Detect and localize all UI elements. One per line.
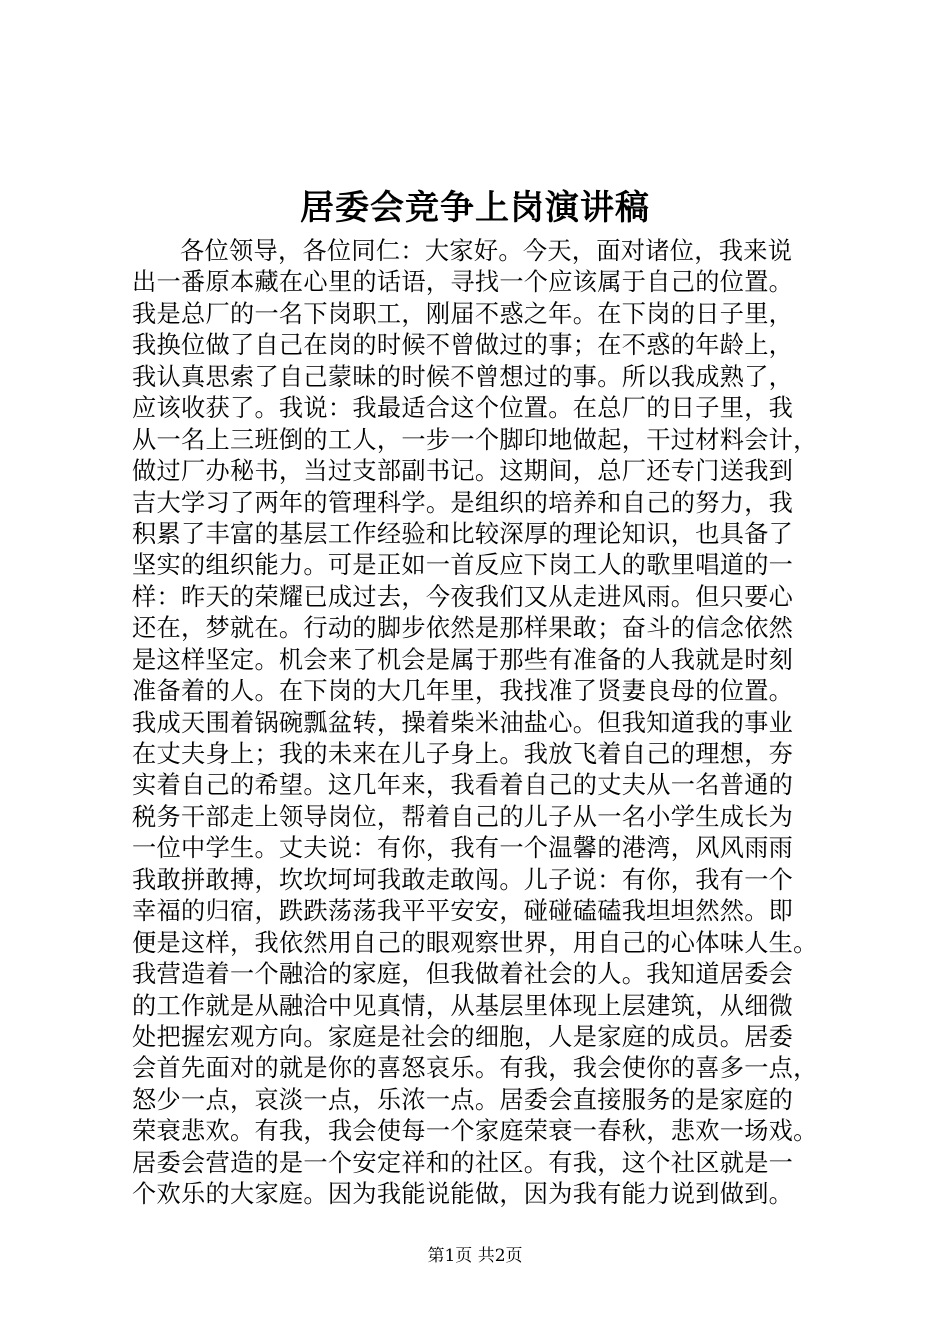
body-line: 应该收获了。我说：我最适合这个位置。在总厂的日子里，我 xyxy=(132,394,794,423)
body-line: 我营造着一个融洽的家庭，但我做着社会的人。我知道居委会 xyxy=(132,960,794,989)
body-line: 幸福的归宿，跌跌荡荡我平平安安，碰碰磕磕我坦坦然然。即 xyxy=(132,897,794,926)
page-footer: 第1页 共2页 xyxy=(427,1246,523,1266)
body-line: 实着自己的希望。这几年来，我看着自己的丈夫从一名普通的 xyxy=(132,771,794,800)
body-line: 便是这样，我依然用自己的眼观察世界，用自己的心体味人生。 xyxy=(132,928,818,957)
body-line: 我认真思索了自己蒙昧的时候不曾想过的事。所以我成熟了， xyxy=(132,362,794,391)
body-line: 居委会营造的是一个安定祥和的社区。有我，这个社区就是一 xyxy=(132,1148,794,1177)
body-line: 准备着的人。在下岗的大几年里，我找准了贤妻良母的位置。 xyxy=(132,677,794,706)
body-line: 一位中学生。丈夫说：有你，我有一个温馨的港湾，风风雨雨 xyxy=(132,834,794,863)
body-line: 出一番原本藏在心里的话语，寻找一个应该属于自己的位置。 xyxy=(132,268,794,297)
body-line: 怒少一点，哀淡一点，乐浓一点。居委会直接服务的是家庭的 xyxy=(132,1085,794,1114)
body-line: 各位领导，各位同仁：大家好。今天，面对诸位，我来说 xyxy=(180,237,793,265)
body-line: 在丈夫身上；我的未来在儿子身上。我放飞着自己的理想，夯 xyxy=(132,740,794,768)
body-line: 样：昨天的荣耀已成过去，今夜我们又从走进风雨。但只要心 xyxy=(132,582,794,611)
body-line: 个欢乐的大家庭。因为我能说能做，因为我有能力说到做到。 xyxy=(132,1180,794,1209)
document-body xyxy=(132,236,832,1211)
body-line: 还在，梦就在。行动的脚步依然是那样果敢；奋斗的信念依然 xyxy=(132,614,794,643)
body-line: 我是总厂的一名下岗职工，刚届不惑之年。在下岗的日子里， xyxy=(132,299,794,328)
body-line: 是这样坚定。机会来了机会是属于那些有准备的人我就是时刻 xyxy=(132,645,794,674)
body-line: 积累了丰富的基层工作经验和比较深厚的理论知识，也具备了 xyxy=(132,519,794,548)
body-line: 坚实的组织能力。可是正如一首反应下岗工人的歌里唱道的一 xyxy=(132,551,794,580)
body-line: 我敢拼敢搏，坎坎坷坷我敢走敢闯。儿子说：有你，我有一个 xyxy=(132,865,794,894)
body-line: 的工作就是从融洽中见真情，从基层里体现上层建筑，从细微 xyxy=(132,991,794,1020)
body-line: 我成天围着锅碗瓢盆转，操着柴米油盐心。但我知道我的事业 xyxy=(132,708,794,737)
body-line: 荣衰悲欢。有我，我会使每一个家庭荣衰一春秋，悲欢一场戏。 xyxy=(132,1117,818,1146)
body-line: 税务干部走上领导岗位，帮着自己的儿子从一名小学生成长为 xyxy=(132,802,794,831)
body-line: 我换位做了自己在岗的时候不曾做过的事；在不惑的年龄上， xyxy=(132,331,794,360)
body-line: 吉大学习了两年的管理科学。是组织的培养和自己的努力，我 xyxy=(132,488,794,517)
body-line: 会首先面对的就是你的喜怒哀乐。有我，我会使你的喜多一点， xyxy=(132,1054,818,1083)
body-line: 处把握宏观方向。家庭是社会的细胞，人是家庭的成员。居委 xyxy=(132,1022,794,1051)
body-line: 做过厂办秘书，当过支部副书记。这期间，总厂还专门送我到 xyxy=(132,457,794,486)
body-line: 从一名上三班倒的工人，一步一个脚印地做起，干过材料会计， xyxy=(132,425,818,454)
document-title: 居委会竞争上岗演讲稿 xyxy=(300,188,650,228)
